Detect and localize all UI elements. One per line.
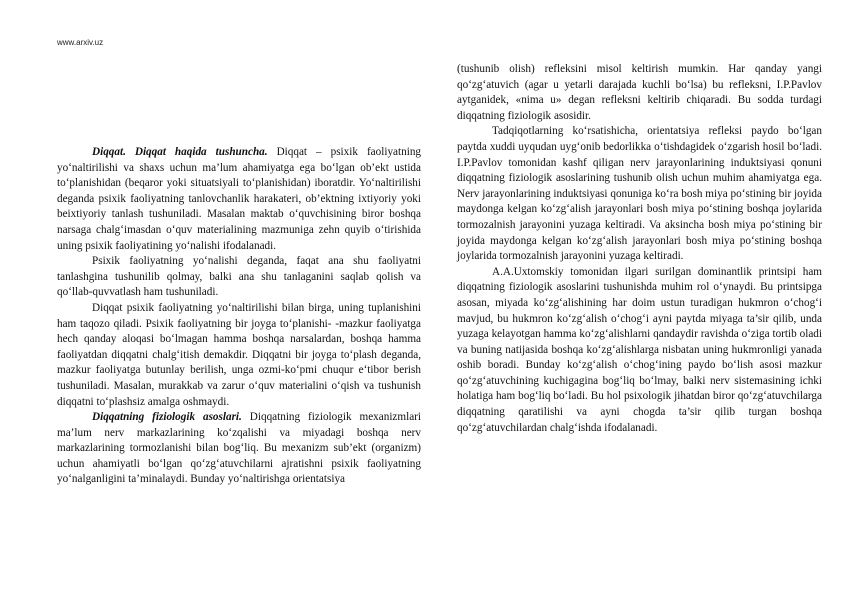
left-column xyxy=(57,145,421,488)
paragraph-concentration: Diqqat psixik faoliyatning yo‘naltirilishi bilan birga, uning tuplanishini ham taqozo qiladi. Psixik faoliyatning bir joyga to‘planishi- -mazkur faoliyatga hech qanday aloqasi bo‘lmagan hamma boshqa narsalardan, boshqa hamma faoliyatdan diqqatni chalg‘itish demakdir. Diqqatni bir joyga to‘plash deganda, mazkur faoliyatga butunlay berilish, unga ozmi-ko‘pmi chuqur e‘tibor berish tushuniladi. Masalan, murakkab va zarur o‘quv materialini o‘qish va tushunish diqqatni to‘plashsiz amalga oshmaydi. xyxy=(57,301,421,408)
paragraph-text: Diqqat – psixik faoliyatning yo‘naltirilishi va shaxs uchun ma’lum ahamiyatga ega bo‘lgan ob’ekt ustida to‘planishidan (beqaror yoki situatsiyali to‘planishidan) iboratdir. Yo‘naltirilishi deganda psixik faoliyatning tanlovchanlik harakateri, ob’ektning ixtiyoriy yoki beixtiyoriy tanlash tushuniladi. Masalan maktab o‘quvchisining biror boshqa narsaga chalg‘imasdan o‘quv materialining mazmuniga zehn quyib o‘tirishida uning psixik faoliyatining yo‘nalishi ifodalanadi. xyxy=(57,146,422,252)
paragraph-physiology xyxy=(57,410,421,488)
paragraph-direction: Psixik faoliyatning yo‘nalishi deganda, faqat ana shu faoliyatni tanlashgina tushunilib qolmay, balki ana shu tanlaganini saqlab qolish va qo‘llab-quvvatlash ham tushuniladi. xyxy=(57,255,421,299)
section-heading-attention: Diqqat. Diqqat haqida tushuncha. xyxy=(92,146,268,158)
paragraph-attention-definition xyxy=(57,145,421,254)
site-url: www.arxiv.uz xyxy=(57,38,104,47)
paragraph-dominant: A.A.Uxtomskiy tomonidan ilgari surilgan dominantlik printsipi ham diqqatning fiziologik asoslarini tushunishda muhim rol o‘ynaydi. Bu printsipga asosan, miyada ko‘zg‘alishining har doim ustun turadigan hukmron o‘chog‘i mavjud, bu hukmron ko‘zg‘alish o‘chog‘i ayni paytda miyaga ta’sir qilib, unda yuzaga kelayotgan hamma ko‘zg‘alishlarni qandaydir ravishda o‘ziga tortib oladi va buning natijasida boshqa ko‘zg‘alishlarga nisbatan uning hukmronligi yanada oshib boradi. Bunday ko‘zg‘alish o‘chog‘ining paydo bo‘lish asosi mazkur qo‘zg‘atuvchining kuchigagina bog‘liq bo‘lmay, balki nerv sistemasining ichki holatiga ham bog‘liq bo‘ladi. Bu hol psixologik jihatdan biror qo‘zg‘atuvchilarga diqqatning qaratilishi va ayni chogda ta’sir qilib turgan boshqa qo‘zg‘atuvchilardan chalg‘ishda ifodalanadi. xyxy=(457,265,822,434)
paragraph-orientation-reflex: (tushunib olish) refleksini misol keltirish mumkin. Har qanday yangi qo‘zg‘atuvich (agar u yetarli darajada kuchli bo‘lsa) bu refleksni, I.P.Pavlov aytganidek, «nima u» degan refleksni keltirib chiqaradi. Bu sodda turdagi diqqatning fiziologik asosidir. xyxy=(457,63,822,122)
paragraph-text: Diqqatning fiziologik mexanizmlari ma’lum nerv markazlarining ko‘zqalishi va miyadagi boshqa nerv markazlarining tormozlanishi bilan bog‘liq. Bu mexanizm sub’ekt (organizm) uchun ahamiyatli bo‘lgan qo‘zg‘atuvchilarni ajratishni psixik faoliyatning yo‘nalganligini ta’minalaydi. Bunday yo‘naltirishga orientatsiya xyxy=(57,411,421,486)
section-heading-physiology: Diqqatning fiziologik asoslari. xyxy=(92,411,242,424)
right-column xyxy=(457,62,822,436)
paragraph-induction: Tadqiqotlarning ko‘rsatishicha, orientatsiya refleksi paydo bo‘lgan paytda xuddi uyqudan uyg‘onib bedorlikka o‘tishdagidek o‘zgarish hosil bo‘ladi. I.P.Pavlov tomonidan kashf qiligan nerv jarayonlarining induktsiyasi qonuni diqqatning fiziologik asoslarining tushunib olish uchun muhim ahamiyatga ega. Nerv jarayonlarining induktsiyasi qonuniga ko‘ra bosh miya po‘stining bir joyida maydonga kelgan ko‘zg‘alish jarayonlari bosh miya po‘stining boshqa joylarida tormozalnish jarayonini yuzaga keltiradi. Va aksincha bosh miya po‘stining bir joyida maydonga kelgan ko‘zg‘alish jarayonlari bosh miya po‘stining boshqa joylarida tormozalnish jarayonini yuzaga keltiradi. xyxy=(457,125,822,263)
